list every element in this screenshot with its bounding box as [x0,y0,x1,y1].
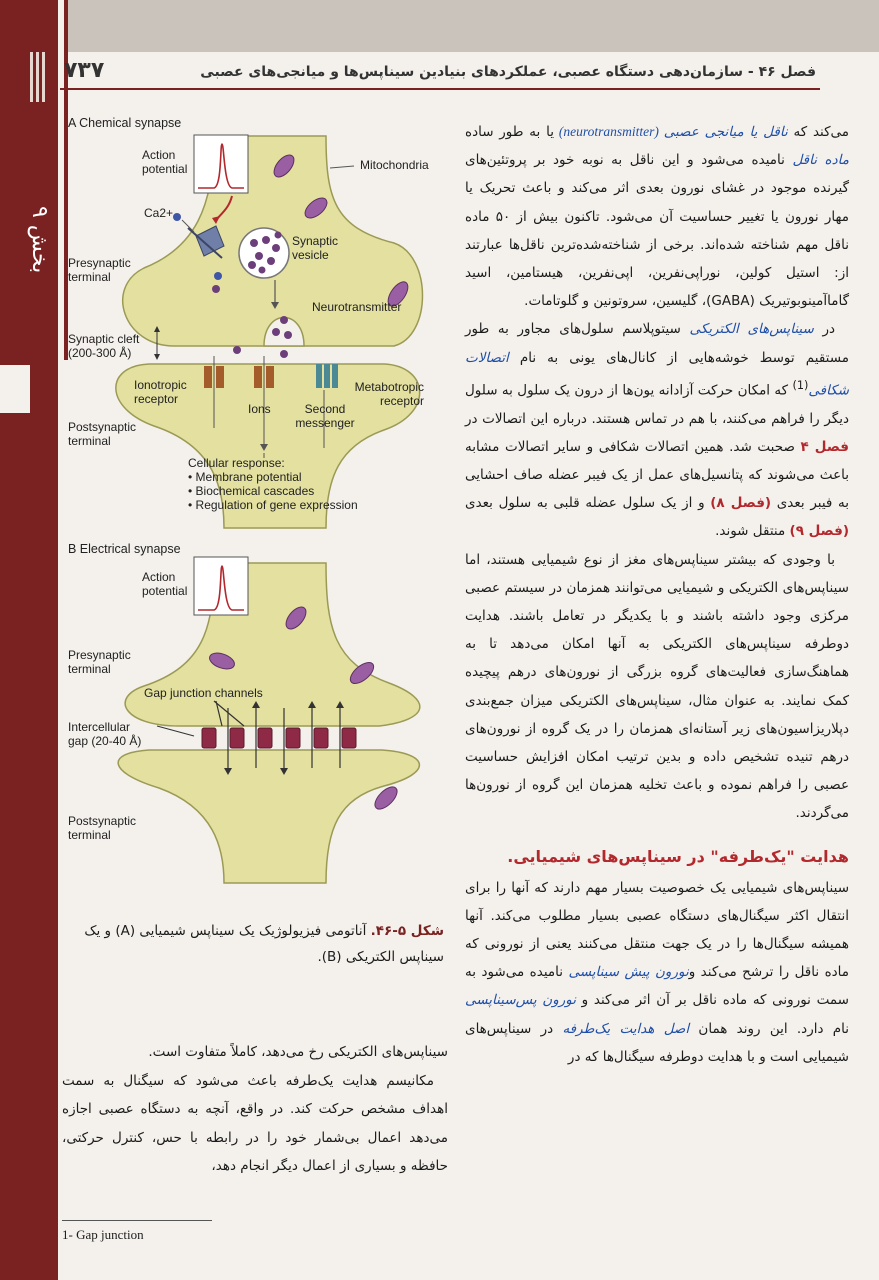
label-metabotropic-receptor: Metabotropic receptor [354,380,424,408]
label-presynaptic-terminal-a: Presynaptic terminal [68,256,131,284]
paragraph: در سیناپس‌های الکتریکی سیتوپلاسم سلول‌های مجاور به طور مستقیم توسط خوشه‌هایی از کانال‌های یونی به نام اتصالات شکافی$^{(1)}$ که امکان حرکت آزادانه یون‌ها از درون یک سلول به سلول دیگر را فراهم می‌کنند، با هم در تماس هستند. درباره این اتصالات در فصل ۴ صحبت شد. همین اتصالات شکافی و سایر اتصالات مشابه باعث می‌شوند که پتانسیل‌های عمل از یک فیبر عضله صاف احشایی به فیبر بعدی (فصل ۸) و از یک سلول عضله قلبی به سلول بعدی (فصل ۹) منتقل شوند. [465,321,850,540]
panel-a-title: A Chemical synapse [68,116,182,130]
figure-caption [66,918,444,970]
left-column-text [62,1038,448,1181]
label-intercellular-gap-size: gap (20-40 Å) [68,734,142,748]
section-heading: هدایت "یک‌طرفه" در سیناپس‌های شیمیایی. [507,846,849,866]
paragraph: با وجودی که بیشتر سیناپس‌های مغز از نوع شیمیایی هستند، اما سیناپس‌های الکتریکی و شیمیایی می‌توانند همزمان در سیستم عصبی مرکزی وجود داشته باشند و با یکدیگر در تعامل باشند. هدایت دوطرفه سیناپس‌های الکتریکی به آنها امکان می‌دهد تا به هماهنگ‌سازی فعالیت‌های گروه بزرگی از نورون‌های درهم پیچیده کمک نمایند. به عنوان مثال، سیناپس‌های الکتریکی میزان جمع‌بندی دپلاریزاسیون‌های زیر آستانه‌ای همزمان را در یک گروه از نورون‌های درهم تنیده تشخیص داده و بدین ترتیب امکان افزایش حساسیت عصبی را فراهم نموده و باعث تخلیه همزمان این گروه از نورون‌ها می‌گردند. [465,551,849,822]
label-mitochondria: Mitochondria [360,158,429,172]
response-item: • Membrane potential [188,470,302,484]
right-column-text [465,118,849,1071]
term: نورون پیش سیناپسی [568,964,689,981]
calcium-ion-icon [214,272,222,280]
label-second-messenger: Second messenger [295,402,355,430]
label-calcium: Ca2+ [144,206,174,220]
label-postsynaptic-terminal-b: Postsynaptic terminal [68,814,137,842]
response-item: • Regulation of gene expression [188,498,358,512]
term-en: (neurotransmitter) [553,124,664,139]
chapter-ref: (فصل ۸) [710,495,772,512]
paragraph: می‌کند که ناقل یا میانجی عصبی (neurotransmitter) یا به طور ساده ماده ناقل نامیده می‌شود و این ناقل به نوبه خود بر پروتئین‌های گیرنده موجود در غشای نورون بعدی اثر می‌کند و باعث تحریک یا مهار نورون یا تغییر حساسیت آن می‌شود. تاکنون بیش از ۵۰ ماده ناقل مهم شناخته شده‌اند. برخی از شناخته‌شده‌ترین ناقل‌ها عبارتند از: استیل کولین، نوراپی‌نفرین، اپی‌نفرین، هیستامین، اسید گاماآمینوبوتیریک (GABA)، گلیسین، سروتونین و گلوتامات. [465,124,850,310]
synapse-figure [64,108,444,908]
term: سیناپس‌های الکتریکی [689,321,814,338]
label-gap-junction-channels: Gap junction channels [144,686,263,700]
label-synaptic-cleft-size: (200-300 Å) [68,346,132,360]
label-synaptic-cleft: Synaptic cleft [68,332,140,346]
calcium-ion-icon [173,213,181,221]
label-synaptic-vesicle: Synaptic vesicle [292,234,339,262]
label-action-potential-b: Action potential [142,570,188,598]
label-cellular-response: Cellular response: [188,456,285,470]
term: اصل هدایت یک‌طرفه [562,1020,690,1037]
chapter-ref: (فصل ۹) [789,523,849,540]
term: ناقل یا میانجی عصبی [663,124,788,140]
chapter-title: فصل ۴۶ - سازمان‌دهی دستگاه عصبی، عملکردهای بنیادین سیناپس‌ها و میانجی‌های عصبی [200,64,816,80]
panel-b-title: B Electrical synapse [68,542,181,556]
chapter-ref: فصل ۴ [800,438,849,455]
left-line: سیناپس‌های الکتریکی رخ می‌دهد، کاملاً متفاوت است. [148,1044,448,1060]
section-label: بخش ۹ [27,206,52,274]
label-postsynaptic-terminal-a: Postsynaptic terminal [68,420,137,448]
metabotropic-receptor-icon [316,364,338,388]
label-ionotropic-receptor: Ionotropic receptor [134,378,187,406]
paragraph: سیناپس‌های شیمیایی یک خصوصیت بسیار مهم دارند که آنها را برای انتقال اکثر سیگنال‌های دستگاه عصبی بسیار مطلوب می‌کند. آنها همیشه سیگنال‌ها را در یک جهت منتقل می‌کنند یعنی از نورونی که ماده ناقل را ترشح می‌کند ونورون پیش سیناپسی نامیده می‌شود به سمت نورونی که ماده ناقل بر آن اثر می‌کند و نورون پس‌سیناپسی نام دارد. این روند همان اصل هدایت یک‌طرفه در سیناپس‌های شیمیایی است و با هدایت دوطرفه سیگنال‌ها که در [465,879,850,1065]
label-ions: Ions [248,402,271,416]
page-header [60,56,820,90]
footnote: 1- Gap junction [62,1227,144,1242]
top-band [0,0,879,52]
response-item: • Biochemical cascades [188,484,315,498]
footnote-rule [62,1220,212,1221]
caption-text: آناتومی فیزیولوژیک یک سیناپس شیمیایی (A) و یک سیناپس الکتریکی (B). [84,923,444,965]
section-tab [0,365,30,413]
label-action-potential-a: Action potential [142,148,188,176]
label-neurotransmitter: Neurotransmitter [312,300,402,314]
term: ماده ناقل [792,152,849,169]
caption-number: شکل ۵-۴۶. [370,923,444,939]
footnote-ref: (1) [792,378,809,392]
decorative-lines [30,52,54,102]
term: اتصالات شکافی [465,349,849,399]
left-paragraph: مکانیسم هدایت یک‌طرفه باعث می‌شود که سیگنال به سمت اهداف مشخص حرکت کند. در واقع، آنچه به دستگاه عصبی اجازه می‌دهد اعمال بی‌شمار خود را در رابطه با حس، کنترل حرکتی، حافظه و بسیاری از اعمال دیگر انجام دهد، [62,1072,448,1174]
postsynaptic-terminal-b [118,750,419,883]
page-number: ۷۳۷ [64,58,105,83]
gap-junction-channels [202,728,356,748]
label-intercellular-gap: Intercellular [68,720,131,734]
label-presynaptic-terminal-b: Presynaptic terminal [68,648,131,676]
term: نورون پس‌سیناپسی [465,992,576,1009]
